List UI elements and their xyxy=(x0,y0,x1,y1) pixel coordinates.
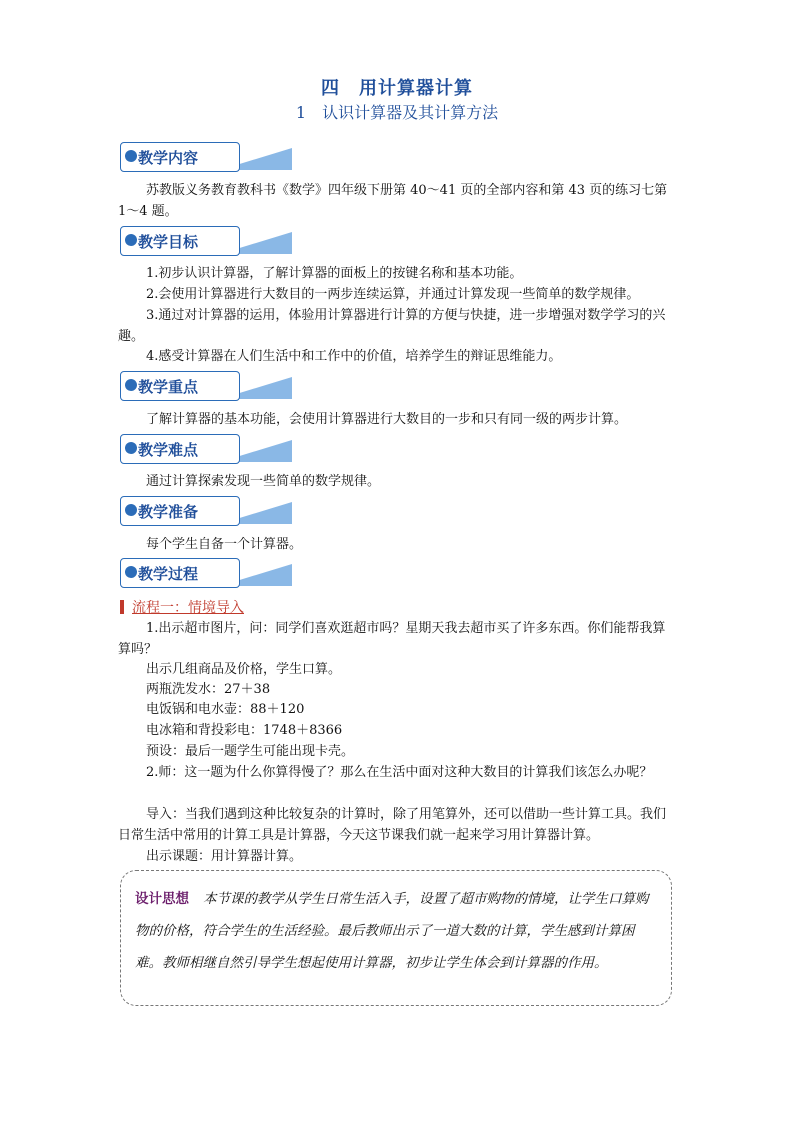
bullet-icon xyxy=(125,442,137,454)
goal-item: 1.初步认识计算器，了解计算器的面板上的按键名称和基本功能。 xyxy=(146,266,523,281)
flow-marker xyxy=(120,600,124,614)
goal-item: 3.通过对计算器的运用，体验用计算器进行计算的方便与快捷，进一步增强对数学学习的兴趣。 xyxy=(118,308,666,344)
section-header-content xyxy=(120,142,280,176)
goal-item: 4.感受计算器在人们生活中和工作中的价值，培养学生的辩证思维能力。 xyxy=(146,349,562,364)
process-line: 导入：当我们遇到这种比较复杂的计算时，除了用笔算外，还可以借助一些计算工具。我们日常生活中常用的计算工具是计算器，今天这节课我们就一起来学习用计算器计算。 xyxy=(118,807,667,843)
section-header-goals xyxy=(120,226,280,260)
bullet-icon xyxy=(125,150,137,162)
lesson-title: 1 认识计算器及其计算方法 xyxy=(295,103,499,122)
flow-heading xyxy=(120,597,244,617)
bullet-icon xyxy=(125,234,137,246)
process-line: 两瓶洗发水：27＋38 xyxy=(146,682,271,697)
goal-item: 2.会使用计算器进行大数目的一两步连续运算，并通过计算发现一些简单的数学规律。 xyxy=(146,287,640,302)
section-header-prep xyxy=(120,496,280,530)
section-header-key xyxy=(120,371,280,405)
section-label: 教学准备 xyxy=(138,503,199,521)
bullet-icon xyxy=(125,504,137,516)
difficulty-text: 通过计算探索发现一些简单的数学规律。 xyxy=(146,474,381,489)
bullet-icon xyxy=(125,379,137,391)
flow-title: 流程一：情境导入 xyxy=(132,600,244,616)
section-label: 教学重点 xyxy=(138,378,199,396)
process-line: 出示几组商品及价格，学生口算。 xyxy=(146,662,342,677)
section-header-difficulty xyxy=(120,434,280,468)
process-line: 2.师：这一题为什么你算得慢了？那么在生活中面对这种大数目的计算我们该怎么办呢？ xyxy=(146,765,653,780)
design-note xyxy=(135,883,657,979)
prep-text: 每个学生自备一个计算器。 xyxy=(146,537,303,552)
process-line: 电饭锅和电水壶：88＋120 xyxy=(146,702,305,717)
design-text: 本节课的教学从学生日常生活入手，设置了超市购物的情境，让学生口算购物的价格，符合学生的生活经验。最后教师出示了一道大数的计算，学生感到计算困难。教师相继自然引导学生想起使用计算器，初步让学生体会到计算器的作用。 xyxy=(135,891,649,971)
process-line: 预设：最后一题学生可能出现卡壳。 xyxy=(146,744,355,759)
process-line: 1.出示超市图片，问：同学们喜欢逛超市吗？星期天我去超市买了许多东西。你们能帮我算算吗？ xyxy=(118,621,666,657)
section-label: 教学过程 xyxy=(138,565,199,583)
key-text: 了解计算器的基本功能，会使用计算器进行大数目的一步和只有同一级的两步计算。 xyxy=(146,412,628,427)
design-label: 设计思想 xyxy=(135,891,189,907)
bullet-icon xyxy=(125,566,137,578)
chapter-title: 四 用计算器计算 xyxy=(321,78,473,99)
design-note-box xyxy=(120,870,672,1006)
section-header-process xyxy=(120,558,280,592)
content-text: 苏教版义务教育教科书《数学》四年级下册第 40～41 页的全部内容和第 43 页的练习七第 1～4 题。 xyxy=(118,183,668,219)
section-label: 教学目标 xyxy=(138,233,199,251)
section-label: 教学难点 xyxy=(138,441,199,459)
process-line: 出示课题：用计算器计算。 xyxy=(146,849,303,864)
process-line: 电冰箱和背投彩电：1748＋8366 xyxy=(146,723,343,738)
section-label: 教学内容 xyxy=(138,149,199,167)
